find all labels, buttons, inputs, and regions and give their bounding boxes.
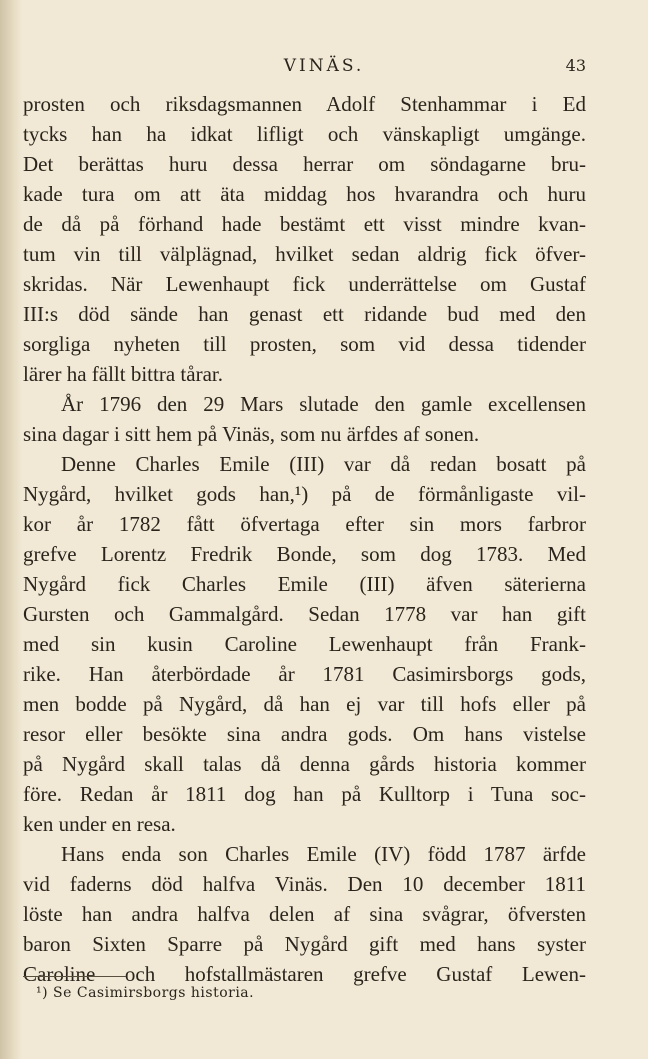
- text-line: de då på förhand hade bestämt ett visst mindre kvan-: [23, 212, 586, 236]
- footnote: [36, 985, 254, 1001]
- text-line: lärer ha fällt bittra tårar.: [23, 362, 223, 386]
- text-line: kor år 1782 fått öfvertaga efter sin mors farbror: [23, 512, 586, 536]
- text-line: Nygård, hvilket gods han,¹) på de förmånligaste vil-: [23, 482, 586, 506]
- text-line: III:s död sände han genast ett ridande bud med den: [23, 302, 586, 326]
- text-line: År 1796 den 29 Mars slutade den gamle excellensen: [61, 392, 586, 416]
- running-title: VINÄS.: [283, 56, 365, 76]
- text-line: Hans enda son Charles Emile (IV) född 1787 ärfde: [61, 842, 586, 866]
- text-line: baron Sixten Sparre på Nygård gift med hans syster: [23, 932, 586, 956]
- text-line: kade tura om att äta middag hos hvarandra och huru: [23, 182, 586, 206]
- text-line: Det berättas huru dessa herrar om söndagarne bru-: [23, 152, 586, 176]
- footnote-marker: ¹): [36, 985, 49, 1001]
- page-header: [0, 56, 648, 84]
- text-line: sorgliga nyheten till prosten, som vid dessa tidender: [23, 332, 586, 356]
- text-line: prosten och riksdagsmannen Adolf Stenhammar i Ed: [23, 92, 586, 116]
- text-line: Denne Charles Emile (III) var då redan bosatt på: [61, 452, 586, 476]
- text-line: men bodde på Nygård, då han ej var till hofs eller på: [23, 692, 586, 716]
- text-line: med sin kusin Caroline Lewenhaupt från Frank-: [23, 632, 586, 656]
- text-line: resor eller besökte sina andra gods. Om hans vistelse: [23, 722, 586, 746]
- text-line: Gursten och Gammalgård. Sedan 1778 var han gift: [23, 602, 586, 626]
- text-line: på Nygård skall talas då denna gårds historia kommer: [23, 752, 586, 776]
- text-line: rike. Han återbördade år 1781 Casimirsborgs gods,: [23, 662, 586, 686]
- page-number: 43: [565, 56, 586, 75]
- text-line: skridas. När Lewenhaupt fick underrättelse om Gustaf: [23, 272, 586, 296]
- text-line: vid faderns död halfva Vinäs. Den 10 december 1811: [23, 872, 586, 896]
- text-line: Nygård fick Charles Emile (III) äfven säterierna: [23, 572, 586, 596]
- footnote-text: Se Casimirsborgs historia.: [53, 985, 255, 1001]
- text-line: tum vin till välplägnad, hvilket sedan aldrig fick öfver-: [23, 242, 586, 266]
- text-line: tycks han ha idkat lifligt och vänskapligt umgänge.: [23, 122, 586, 146]
- body-text: [23, 89, 586, 989]
- text-line: grefve Lorentz Fredrik Bonde, som dog 1783. Med: [23, 542, 586, 566]
- text-line: före. Redan år 1811 dog han på Kulltorp i Tuna soc-: [23, 782, 586, 806]
- text-line: sina dagar i sitt hem på Vinäs, som nu ärfdes af sonen.: [23, 422, 480, 446]
- text-line: Caroline och hofstallmästaren grefve Gustaf Lewen-: [23, 962, 586, 986]
- footnote-rule: [23, 976, 126, 977]
- text-line: ken under en resa.: [23, 812, 176, 836]
- text-line: löste han andra halfva delen af sina svågrar, öfversten: [23, 902, 586, 926]
- binding-shadow: [0, 0, 22, 1059]
